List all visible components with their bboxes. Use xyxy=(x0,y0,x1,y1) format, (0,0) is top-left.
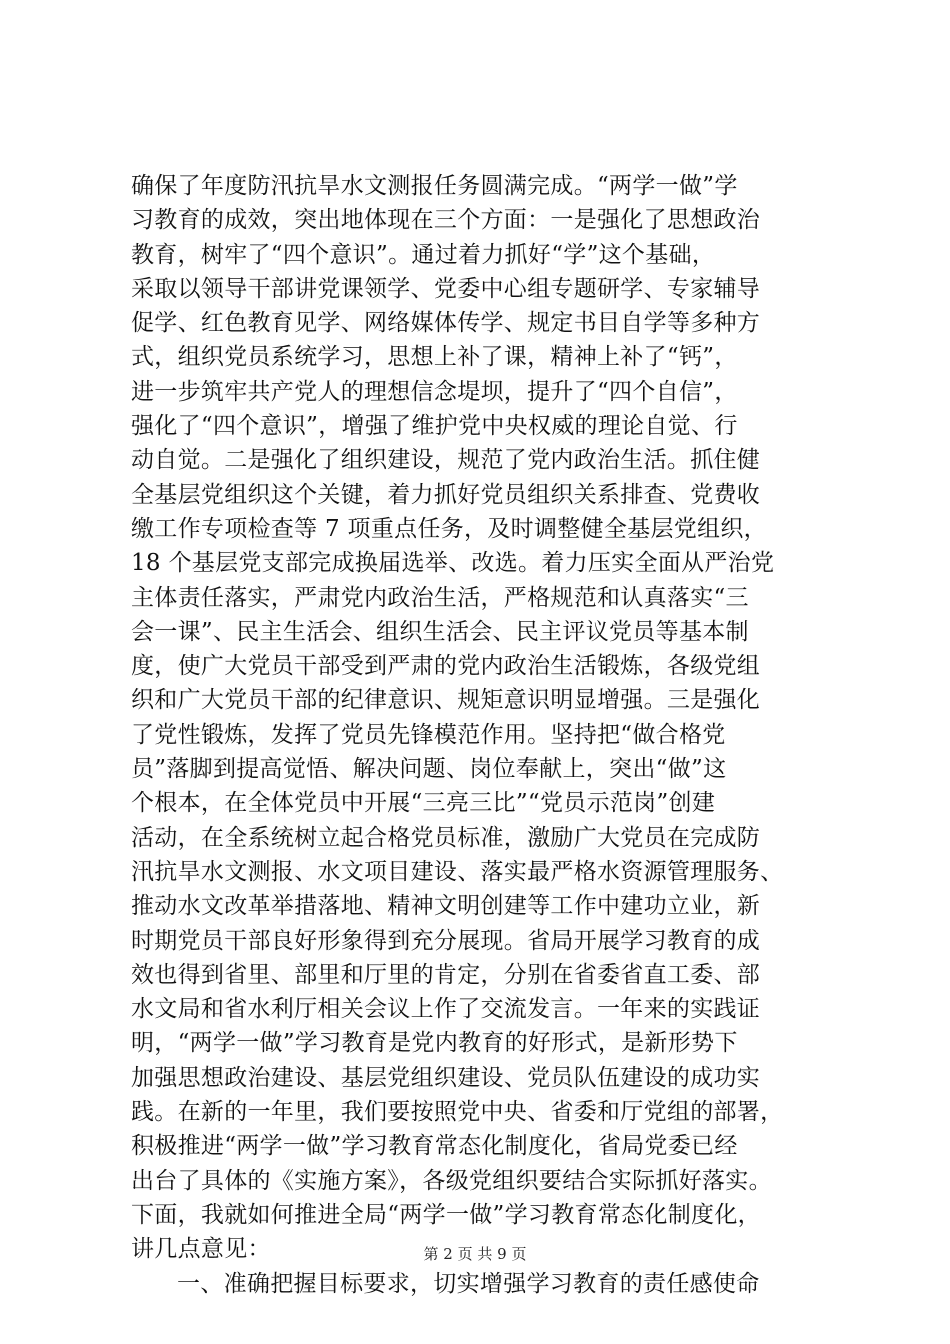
page-number-footer: 第 2 页 共 9 页 xyxy=(423,1245,527,1263)
text-line: 明，“两学一做”学习教育是党内教育的好形式，是新形势下 xyxy=(131,1030,738,1057)
text-line: 效也得到省里、部里和厅里的肯定，分别在省委省直工委、部 xyxy=(131,961,761,988)
text-line: 采取以领导干部讲党课领学、党委中心组专题研学、专家辅导 xyxy=(131,275,761,302)
text-line: 出台了具体的《实施方案》，各级党组织要结合实际抓好落实。 xyxy=(131,1167,772,1194)
text-line: 织和广大党员干部的纪律意识、规矩意识明显增强。三是强化 xyxy=(131,687,761,714)
text-line: 教育，树牢了“四个意识”。通过着力抓好“学”这个基础， xyxy=(131,241,716,268)
text-line: 进一步筑牢共产党人的理想信念堤坝，提升了“四个自信”， xyxy=(131,378,738,405)
text-line: 活动，在全系统树立起合格党员标准，激励广大党员在完成防 xyxy=(131,824,761,851)
text-line: 确保了年度防汛抗旱水文测报任务圆满完成。“两学一做”学 xyxy=(131,173,738,199)
text-line: 强化了“四个意识”，增强了维护党中央权威的理论自觉、行 xyxy=(131,413,738,440)
text-line: 汛抗旱水文测报、水文项目建设、落实最严格水资源管理服务、 xyxy=(131,858,784,885)
text-line: 践。在新的一年里，我们要按照党中央、省委和厅党组的部署， xyxy=(131,1099,784,1126)
text-line: 主体责任落实，严肃党内政治生活，严格规范和认真落实“三 xyxy=(131,584,749,611)
section-heading: 一、准确把握目标要求，切实增强学习教育的责任感使命 xyxy=(177,1270,760,1297)
text-line: 水文局和省水利厅相关会议上作了交流发言。一年来的实践证 xyxy=(131,996,761,1023)
body-text xyxy=(131,169,841,1301)
text-line: 促学、红色教育见学、网络媒体传学、规定书目自学等多种方 xyxy=(131,310,761,337)
text-line: 推动水文改革举措落地、精神文明创建等工作中建功立业，新 xyxy=(131,893,761,920)
text-line: 时期党员干部良好形象得到充分展现。省局开展学习教育的成 xyxy=(131,927,761,954)
text-line: 式，组织党员系统学习，思想上补了课，精神上补了“钙”， xyxy=(131,344,738,371)
text-line: 个根本，在全体党员中开展“三亮三比”“党员示范岗”创建 xyxy=(131,790,716,817)
text-line: 下面，我就如何推进全局“两学一做”学习教育常态化制度化， xyxy=(131,1201,761,1228)
text-line: 度，使广大党员干部受到严肃的党内政治生活锻炼，各级党组 xyxy=(131,653,761,680)
text-line: 会一课”、民主生活会、组织生活会、民主评议党员等基本制 xyxy=(131,618,749,645)
text-line: 加强思想政治建设、基层党组织建设、党员队伍建设的成功实 xyxy=(131,1064,761,1091)
text-line: 讲几点意见： xyxy=(131,1236,271,1263)
text-line: 习教育的成效，突出地体现在三个方面：一是强化了思想政治 xyxy=(131,207,761,234)
text-line: 缴工作专项检查等 7 项重点任务，及时调整健全基层党组织， xyxy=(131,515,767,542)
text-line: 员”落脚到提高觉悟、解决问题、岗位奉献上，突出“做”这 xyxy=(131,756,727,783)
text-line: 动自觉。二是强化了组织建设，规范了党内政治生活。抓住健 xyxy=(131,447,761,474)
text-line: 积极推进“两学一做”学习教育常态化制度化，省局党委已经 xyxy=(131,1133,738,1160)
text-line: 全基层党组织这个关键，着力抓好党员组织关系排查、党费收 xyxy=(131,481,761,508)
text-line: 18 个基层党支部完成换届选举、改选。着力压实全面从严治党 xyxy=(131,550,775,577)
text-line: 了党性锻炼，发挥了党员先锋模范作用。坚持把“做合格党 xyxy=(131,721,726,748)
